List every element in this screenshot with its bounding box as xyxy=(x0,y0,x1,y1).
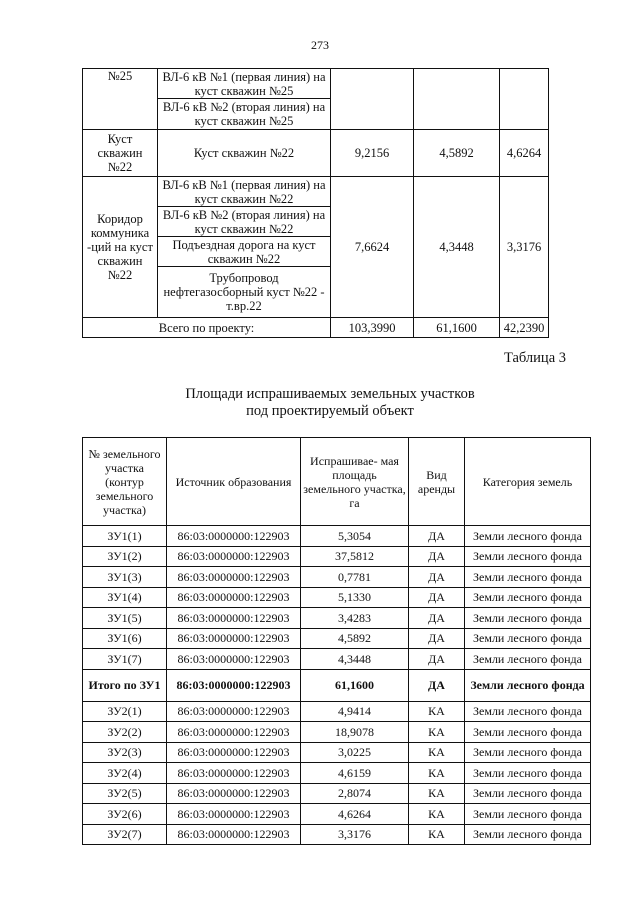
plot-number-cell: Итого по ЗУ1 xyxy=(83,669,167,701)
plot-number-cell: ЗУ2(1) xyxy=(83,701,167,722)
lease-type-cell: ДА xyxy=(409,669,465,701)
table-row xyxy=(83,608,591,629)
area-cell: 3,4283 xyxy=(301,608,409,629)
table-row xyxy=(83,177,549,318)
table-row xyxy=(83,587,591,608)
lease-type-cell: ДА xyxy=(409,567,465,588)
header-plot-number: № земельного участка (контур земельного участка) xyxy=(83,438,167,526)
table-row xyxy=(83,824,591,845)
component-item: ВЛ-6 кВ №2 (вторая линия) на куст скважин №25 xyxy=(162,100,326,128)
land-category-cell: Земли лесного фонда xyxy=(465,526,591,547)
lease-type-cell: КА xyxy=(409,763,465,784)
lease-type-cell: ДА xyxy=(409,628,465,649)
lease-type-cell: КА xyxy=(409,742,465,763)
land-category-cell: Земли лесного фонда xyxy=(465,608,591,629)
area-col2-cell: 3,3176 xyxy=(500,177,549,318)
area-cell: 4,6264 xyxy=(301,804,409,825)
table-row xyxy=(83,130,549,177)
table-label: Таблица 3 xyxy=(503,350,566,366)
area-cell: 4,9414 xyxy=(301,701,409,722)
table-row xyxy=(83,783,591,804)
source-cell: 86:03:0000000:122903 xyxy=(167,546,301,567)
area-col2-cell: 4,6264 xyxy=(500,130,549,177)
source-cell: 86:03:0000000:122903 xyxy=(167,701,301,722)
component-item: ВЛ-6 кВ №2 (вторая линия) на куст скважин №22 xyxy=(158,207,330,237)
table-row xyxy=(83,628,591,649)
source-cell: 86:03:0000000:122903 xyxy=(167,526,301,547)
area-cell: 3,3176 xyxy=(301,824,409,845)
plot-number-cell: ЗУ2(3) xyxy=(83,742,167,763)
area-cell: 4,3448 xyxy=(301,649,409,670)
area-cell: 0,7781 xyxy=(301,567,409,588)
component-item: ВЛ-6 кВ №1 (первая линия) на куст скважин №22 xyxy=(158,177,330,207)
component-item: Трубопровод нефтегазосборный куст №22 - т.вр.22 xyxy=(163,271,325,313)
source-cell: 86:03:0000000:122903 xyxy=(167,608,301,629)
heading-line-1: Площади испрашиваемых земельных участков xyxy=(185,386,475,402)
area-cell: 3,0225 xyxy=(301,742,409,763)
page-number: 273 xyxy=(311,38,329,52)
plot-number-cell: ЗУ1(3) xyxy=(83,567,167,588)
source-cell: 86:03:0000000:122903 xyxy=(167,628,301,649)
object-cell: Коридор коммуника -ций на куст скважин №22 xyxy=(83,177,158,318)
area-total-cell: 7,6624 xyxy=(331,177,414,318)
land-category-cell: Земли лесного фонда xyxy=(465,587,591,608)
lease-type-cell: КА xyxy=(409,783,465,804)
source-cell: 86:03:0000000:122903 xyxy=(167,567,301,588)
component-cell xyxy=(158,69,331,130)
land-category-cell: Земли лесного фонда xyxy=(465,701,591,722)
area-col1-cell: 4,3448 xyxy=(414,177,500,318)
source-cell: 86:03:0000000:122903 xyxy=(167,722,301,743)
source-cell: 86:03:0000000:122903 xyxy=(167,783,301,804)
lease-type-cell: КА xyxy=(409,722,465,743)
area-col2-cell xyxy=(500,69,549,130)
source-cell: 86:03:0000000:122903 xyxy=(167,804,301,825)
plot-number-cell: ЗУ2(5) xyxy=(83,783,167,804)
total-row xyxy=(83,318,549,338)
source-cell: 86:03:0000000:122903 xyxy=(167,824,301,845)
lease-type-cell: ДА xyxy=(409,649,465,670)
total-label: Всего по проекту: xyxy=(83,318,331,338)
area-cell: 5,1330 xyxy=(301,587,409,608)
heading-line-2: под проектируемый объект xyxy=(246,403,414,419)
table-row xyxy=(83,546,591,567)
component-item: Подъездная дорога на куст скважин №22 xyxy=(158,237,330,267)
land-category-cell: Земли лесного фонда xyxy=(465,722,591,743)
table-row xyxy=(83,701,591,722)
table-row xyxy=(83,763,591,784)
object-cell: Куст скважин №22 xyxy=(83,130,158,177)
header-source: Источник образования xyxy=(167,438,301,526)
plot-number-cell: ЗУ2(6) xyxy=(83,804,167,825)
area-col1-cell xyxy=(414,69,500,130)
plot-number-cell: ЗУ1(6) xyxy=(83,628,167,649)
plot-number-cell: ЗУ1(2) xyxy=(83,546,167,567)
plot-number-cell: ЗУ1(4) xyxy=(83,587,167,608)
area-cell: 61,1600 xyxy=(301,669,409,701)
area-cell: 5,3054 xyxy=(301,526,409,547)
lease-type-cell: КА xyxy=(409,804,465,825)
table-row xyxy=(83,669,591,701)
land-category-cell: Земли лесного фонда xyxy=(465,763,591,784)
header-row xyxy=(83,438,591,526)
table-row xyxy=(83,742,591,763)
area-cell: 18,9078 xyxy=(301,722,409,743)
lease-type-cell: ДА xyxy=(409,587,465,608)
table-row xyxy=(83,649,591,670)
plot-number-cell: ЗУ2(7) xyxy=(83,824,167,845)
area-cell: 37,5812 xyxy=(301,546,409,567)
component-cell xyxy=(158,177,331,318)
area-cell: 4,6159 xyxy=(301,763,409,784)
land-category-cell: Земли лесного фонда xyxy=(465,804,591,825)
header-lease-type: Вид аренды xyxy=(409,438,465,526)
component-item: Куст скважин №22 xyxy=(193,146,295,160)
table-row xyxy=(83,69,549,130)
total-value: 42,2390 xyxy=(500,318,549,338)
area-total-cell: 9,2156 xyxy=(331,130,414,177)
object-cell: №25 xyxy=(83,69,158,130)
land-plots-table xyxy=(82,437,591,845)
lease-type-cell: ДА xyxy=(409,608,465,629)
component-cell xyxy=(158,130,331,177)
lease-type-cell: КА xyxy=(409,824,465,845)
lease-type-cell: КА xyxy=(409,701,465,722)
table-row xyxy=(83,804,591,825)
area-col1-cell: 4,5892 xyxy=(414,130,500,177)
land-category-cell: Земли лесного фонда xyxy=(465,628,591,649)
total-value: 103,3990 xyxy=(331,318,414,338)
plot-number-cell: ЗУ1(1) xyxy=(83,526,167,547)
source-cell: 86:03:0000000:122903 xyxy=(167,742,301,763)
land-category-cell: Земли лесного фонда xyxy=(465,824,591,845)
lease-type-cell: ДА xyxy=(409,526,465,547)
area-total-cell xyxy=(331,69,414,130)
header-area: Испрашивае- мая площадь земельного участка, га xyxy=(301,438,409,526)
plot-number-cell: ЗУ2(4) xyxy=(83,763,167,784)
land-category-cell: Земли лесного фонда xyxy=(465,567,591,588)
source-cell: 86:03:0000000:122903 xyxy=(167,763,301,784)
land-category-cell: Земли лесного фонда xyxy=(465,669,591,701)
component-item: ВЛ-6 кВ №1 (первая линия) на куст скважин №25 xyxy=(158,69,330,99)
land-category-cell: Земли лесного фонда xyxy=(465,742,591,763)
area-cell: 4,5892 xyxy=(301,628,409,649)
area-cell: 2,8074 xyxy=(301,783,409,804)
source-cell: 86:03:0000000:122903 xyxy=(167,587,301,608)
land-category-cell: Земли лесного фонда xyxy=(465,546,591,567)
plot-number-cell: ЗУ1(7) xyxy=(83,649,167,670)
land-category-cell: Земли лесного фонда xyxy=(465,649,591,670)
source-cell: 86:03:0000000:122903 xyxy=(167,669,301,701)
source-cell: 86:03:0000000:122903 xyxy=(167,649,301,670)
table-row xyxy=(83,567,591,588)
header-land-category: Категория земель xyxy=(465,438,591,526)
table-row xyxy=(83,526,591,547)
table-row xyxy=(83,722,591,743)
land-category-cell: Земли лесного фонда xyxy=(465,783,591,804)
plot-number-cell: ЗУ1(5) xyxy=(83,608,167,629)
plot-number-cell: ЗУ2(2) xyxy=(83,722,167,743)
areas-by-object-table xyxy=(82,68,549,338)
total-value: 61,1600 xyxy=(414,318,500,338)
section-heading xyxy=(0,386,640,420)
lease-type-cell: ДА xyxy=(409,546,465,567)
